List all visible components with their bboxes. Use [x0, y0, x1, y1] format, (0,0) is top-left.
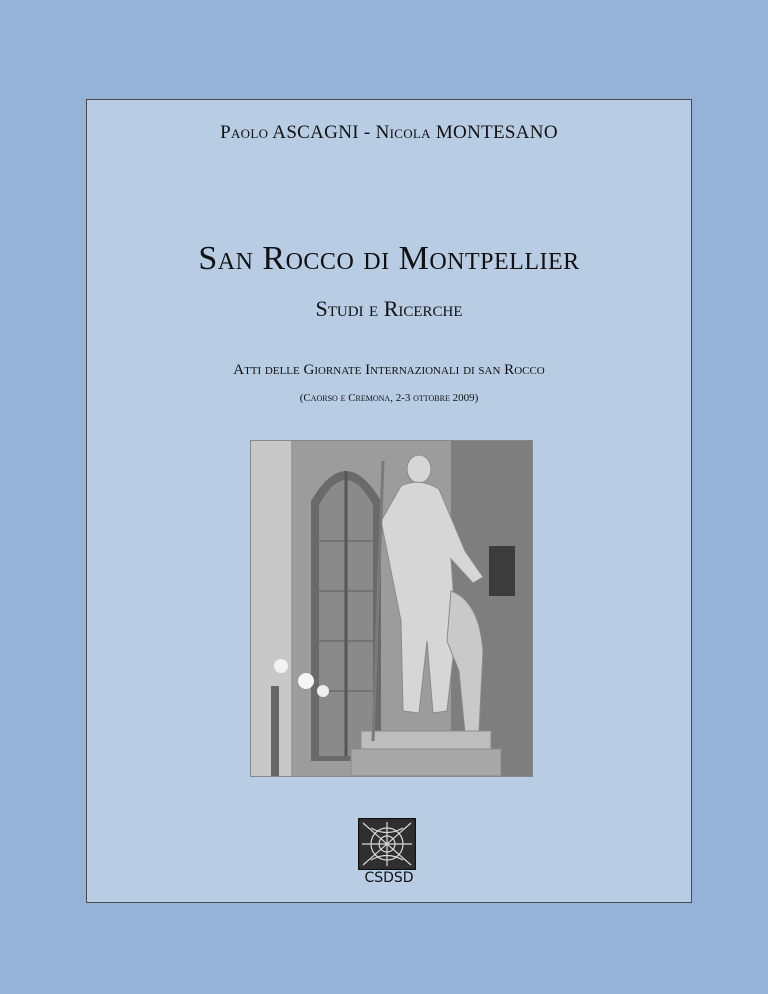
publisher-label: CSDSD — [364, 870, 414, 886]
book-cover — [86, 99, 692, 903]
event-dates: (Caorso e Cremona, 2-3 ottobre 2009) — [299, 392, 479, 404]
proceedings-line: Atti delle Giornate Internazionali di san Rocco — [233, 362, 545, 378]
book-title: San Rocco di Montpellier — [198, 240, 580, 277]
cover-photo — [250, 440, 533, 777]
authors: Paolo ASCAGNI - Nicola MONTESANO — [220, 122, 558, 143]
book-subtitle: Studi e Ricerche — [315, 296, 463, 321]
csdsd-emblem-icon — [358, 818, 416, 870]
